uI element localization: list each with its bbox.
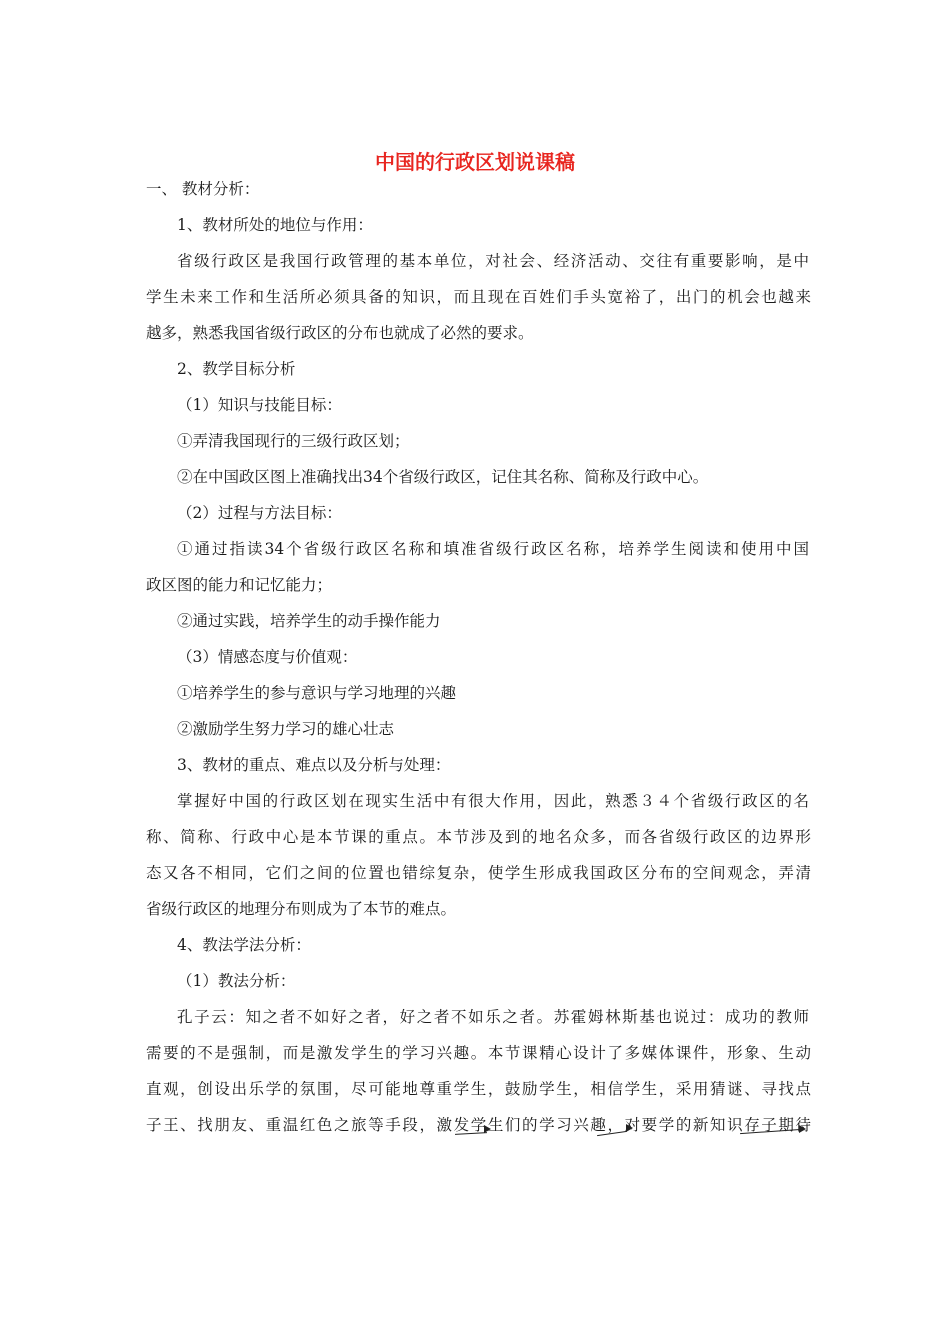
- list-heading: （2）过程与方法目标：: [177, 504, 342, 522]
- arrow-head-mark: [484, 1125, 491, 1133]
- list-item: ②通过实践，培养学生的动手操作能力: [177, 612, 441, 630]
- list-item: ①通过指读34个省级行政区名称和填准省级行政区名称，培养学生阅读和使用中国: [177, 540, 809, 558]
- paragraph-line: 态又各不相同，它们之间的位置也错综复杂，使学生形成我国政区分布的空间观念，弄清: [146, 864, 811, 882]
- paragraph-line: 省级行政区是我国行政管理的基本单位，对社会、经济活动、交往有重要影响，是中: [177, 252, 809, 270]
- paragraph-line: 学生未来工作和生活所必须具备的知识，而且现在百姓们手头宽裕了，出门的机会也越来: [146, 288, 811, 306]
- paragraph-line: 称、简称、行政中心是本节课的重点。本节涉及到的地名众多，而各省级行政区的边界形: [146, 828, 811, 846]
- subsection-heading: 3、教材的重点、难点以及分析与处理：: [177, 756, 451, 774]
- paragraph-line: 子王、找朋友、重温红色之旅等手段，激发学生们的学习兴趣，对要学的新知识存子期待: [146, 1116, 811, 1134]
- subsection-heading: 4、教法学法分析：: [177, 936, 311, 954]
- list-item: ①弄清我国现行的三级行政区划；: [177, 432, 410, 450]
- section-heading: 一、 教材分析：: [146, 180, 260, 198]
- list-heading: （1）知识与技能目标：: [177, 396, 342, 414]
- list-item: 政区图的能力和记忆能力；: [146, 576, 333, 594]
- list-heading: （3）情感态度与价值观：: [177, 648, 358, 666]
- paragraph-line: 孔子云：知之者不如好之者，好之者不如乐之者。苏霍姆林斯基也说过：成功的教师: [177, 1008, 809, 1026]
- list-item: ②激励学生努力学习的雄心壮志: [177, 720, 395, 738]
- arrow-head-mark: [626, 1124, 633, 1132]
- list-heading: （1）教法分析：: [177, 972, 296, 990]
- subsection-heading: 1、教材所处的地位与作用：: [177, 216, 373, 234]
- arrow-head-mark: [799, 1125, 806, 1133]
- paragraph-line: 直观，创设出乐学的氛围，尽可能地尊重学生，鼓励学生，相信学生，采用猜谜、寻找点: [146, 1080, 811, 1098]
- list-item: ①培养学生的参与意识与学习地理的兴趣: [177, 684, 457, 702]
- paragraph-line: 掌握好中国的行政区划在现实生活中有很大作用，因此，熟悉３４个省级行政区的名: [177, 792, 809, 810]
- paragraph-line: 越多，熟悉我国省级行政区的分布也就成了必然的要求。: [146, 324, 534, 342]
- subsection-heading: 2、教学目标分析: [177, 360, 296, 378]
- paragraph-line: 省级行政区的地理分布则成为了本节的难点。: [146, 900, 457, 918]
- document-title: 中国的行政区划说课稿: [375, 150, 575, 174]
- paragraph-line: 需要的不是强制，而是激发学生的学习兴趣。本节课精心设计了多媒体课件，形象、生动: [146, 1044, 811, 1062]
- list-item: ②在中国政区图上准确找出34个省级行政区，记住其名称、简称及行政中心。: [177, 468, 709, 486]
